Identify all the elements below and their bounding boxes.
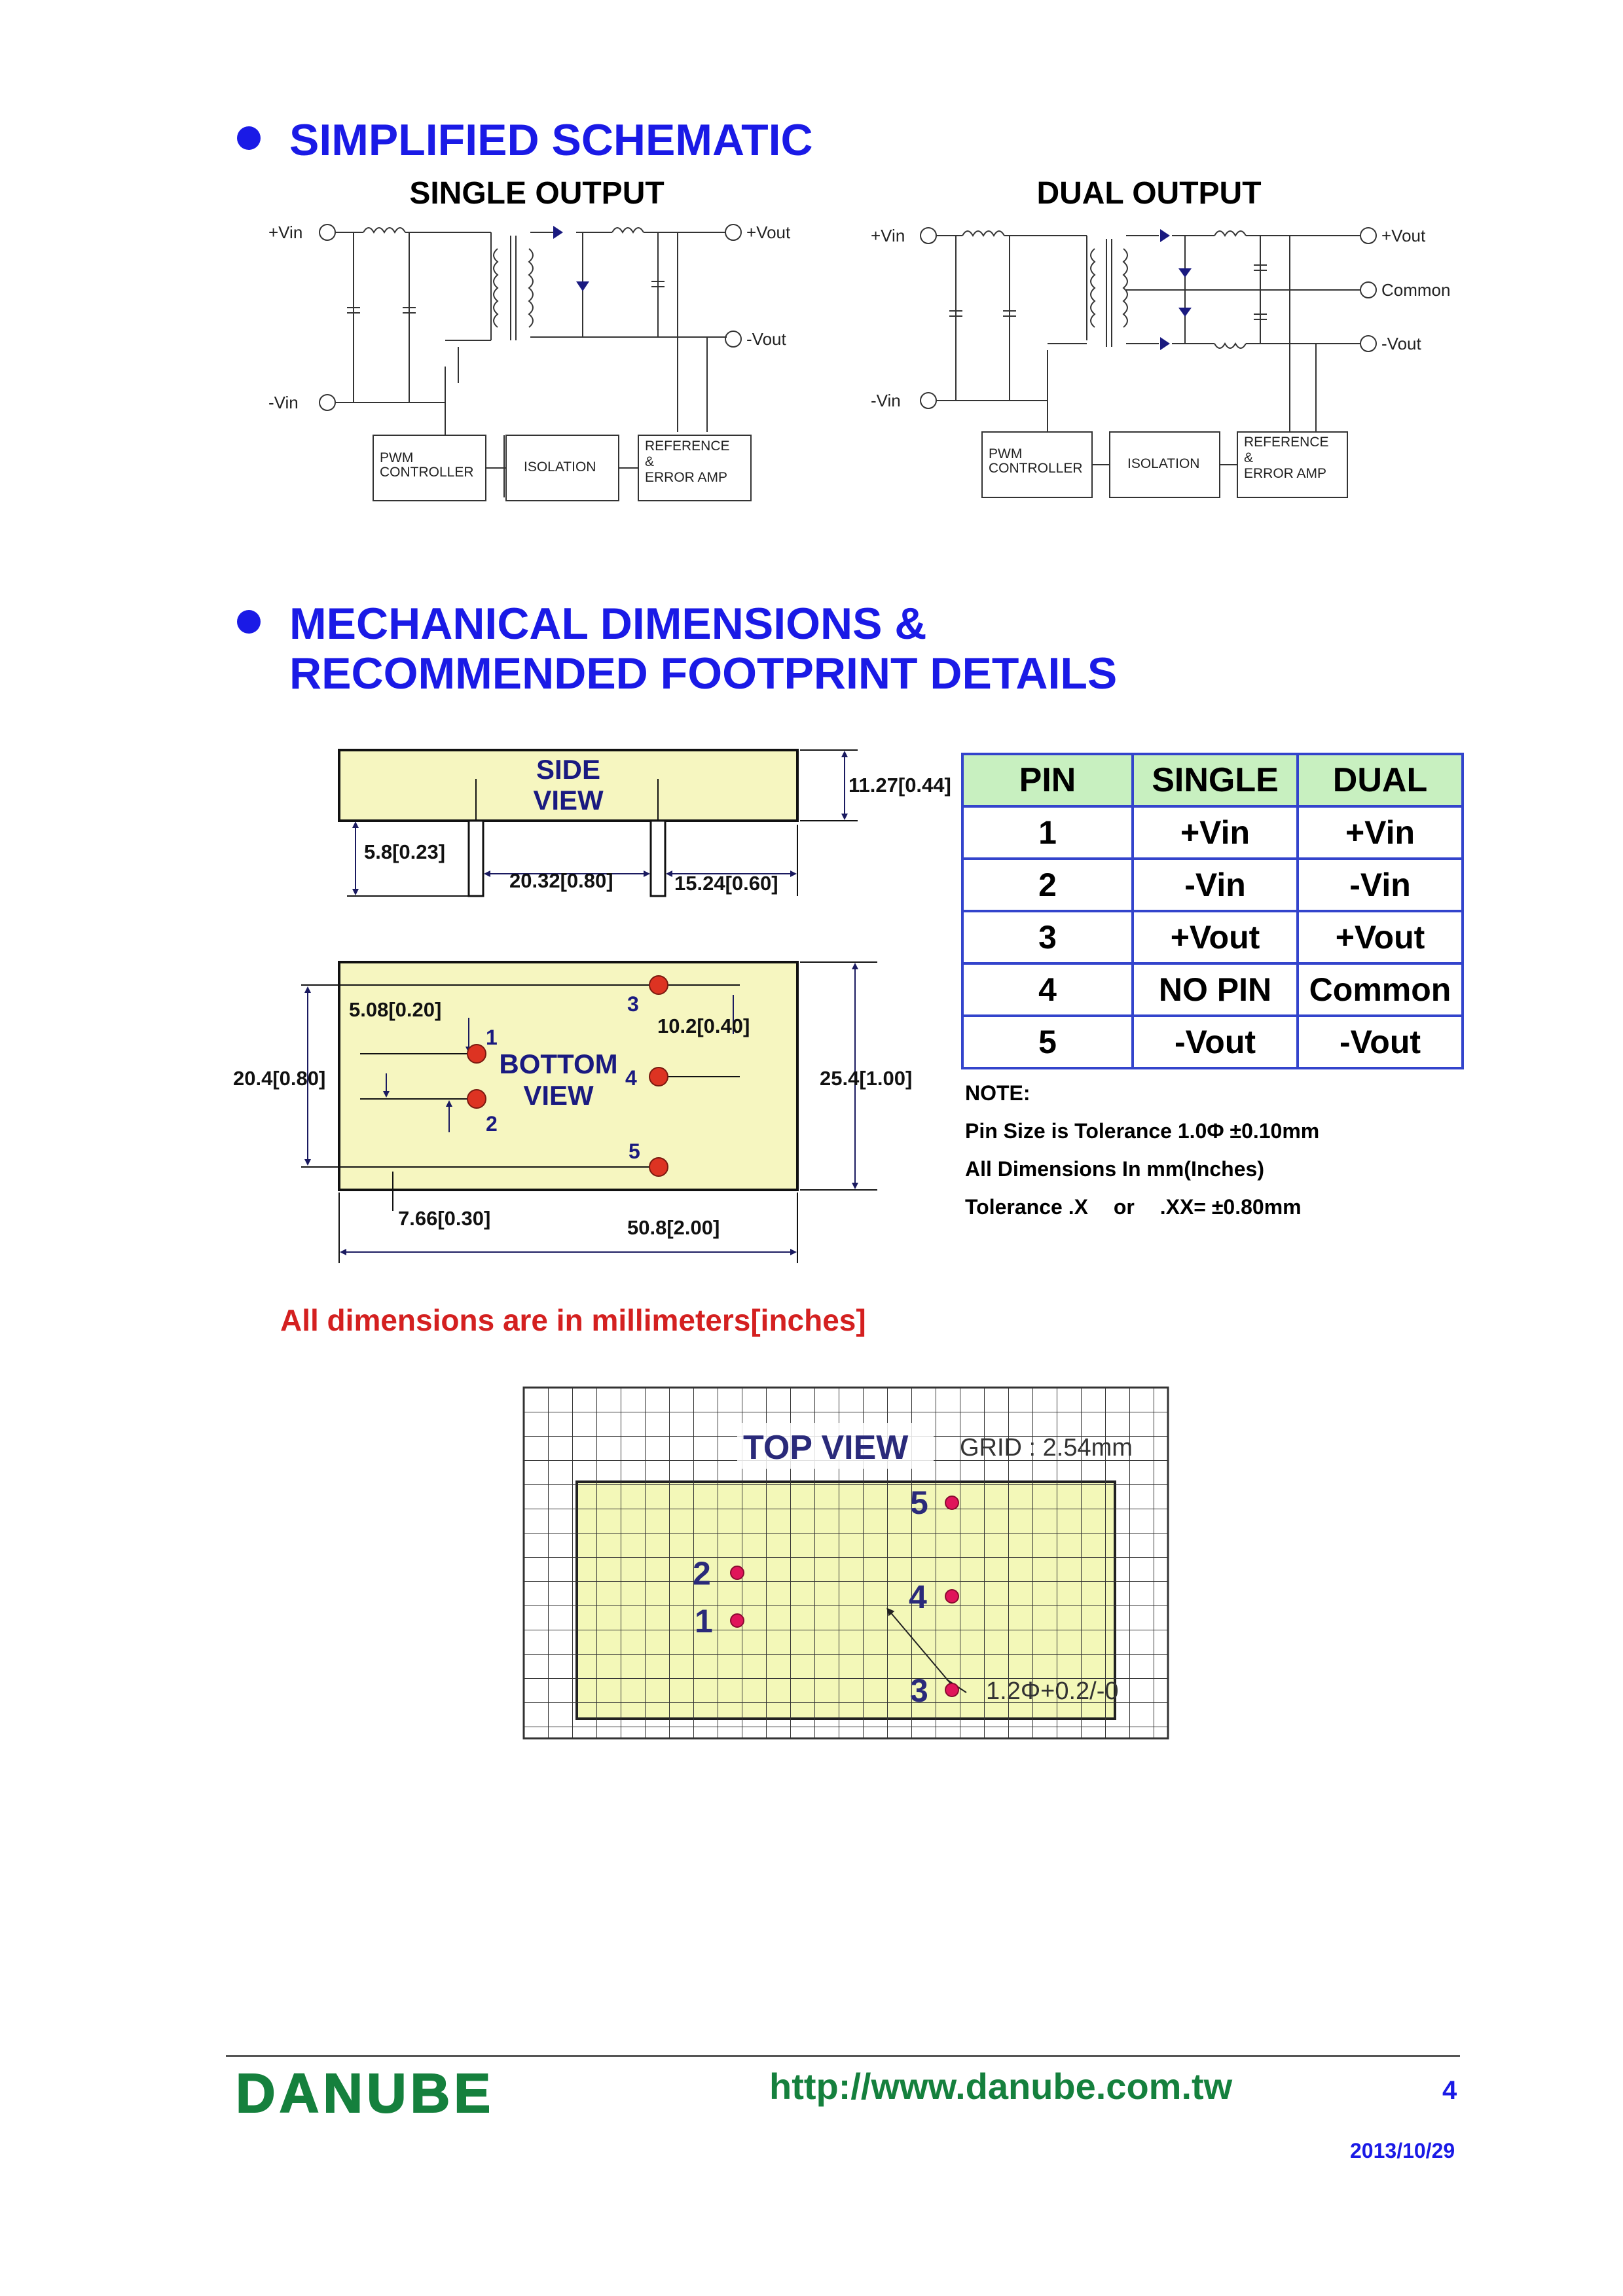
website-link[interactable]: http://www.danube.com.tw — [769, 2066, 1233, 2107]
note-pin-size: Pin Size is Tolerance 1.0Φ ±0.10mm — [965, 1119, 1320, 1143]
pin-table-header — [962, 754, 1463, 806]
pin-cell: 3 — [962, 911, 1133, 963]
pin-row-height-dim: 20.4[0.80] — [233, 1067, 326, 1090]
single-cell: -Vout — [1133, 1016, 1298, 1068]
footprint-label-1: 1 — [695, 1603, 713, 1640]
dual-cell: -Vin — [1298, 859, 1463, 911]
single-amp-symbol: & — [645, 454, 655, 469]
mechanical-drawing — [0, 0, 969, 1283]
single-cell: -Vin — [1133, 859, 1298, 911]
dual-amp-symbol: & — [1244, 450, 1254, 465]
single-controller: CONTROLLER — [380, 465, 474, 480]
bottom-pin-label-5: 5 — [629, 1139, 640, 1163]
pin34-spacing-dim: 10.2[0.40] — [657, 1014, 750, 1037]
footprint-pin-5 — [945, 1496, 958, 1509]
dual-reference: REFERENCE — [1244, 435, 1329, 450]
single-cell: +Vout — [1133, 911, 1298, 963]
dual-vin-neg: -Vin — [871, 391, 901, 410]
single-vout-neg: -Vout — [746, 329, 786, 349]
note-tolerance — [965, 1195, 1302, 1219]
footprint-label-2: 2 — [693, 1555, 711, 1592]
bottom-pin-5 — [649, 1158, 668, 1176]
mechanical-heading-line1: MECHANICAL DIMENSIONS & — [289, 599, 927, 649]
dual-cell: -Vout — [1298, 1016, 1463, 1068]
dual-isolation: ISOLATION — [1127, 456, 1200, 471]
footprint-label-4: 4 — [909, 1579, 927, 1615]
single-vout-pos: +Vout — [746, 223, 791, 242]
dual-vin-pos: +Vin — [871, 226, 905, 245]
footprint-label-5: 5 — [910, 1484, 928, 1521]
side-height-dim: 11.27[0.44] — [848, 774, 951, 797]
bottom-pin-label-2: 2 — [486, 1112, 498, 1136]
header-single: SINGLE — [1133, 754, 1298, 806]
bottom-view-label-2: VIEW — [523, 1080, 594, 1111]
single-vin-pos: +Vin — [268, 223, 303, 242]
dual-cell: +Vin — [1298, 806, 1463, 859]
bottom-pin-label-1: 1 — [486, 1026, 498, 1049]
note-tolerance-or: or — [1113, 1195, 1135, 1219]
bottom-pin-label-4: 4 — [625, 1066, 637, 1090]
dual-vout-neg: -Vout — [1381, 334, 1421, 353]
table-row — [962, 911, 1463, 963]
dual-vout-pos: +Vout — [1381, 226, 1426, 245]
footprint-label-3: 3 — [910, 1672, 928, 1709]
dual-pwm: PWM — [989, 446, 1023, 461]
pin-spacing-dim: 20.32[0.80] — [509, 869, 613, 892]
side-view-label-2: VIEW — [533, 785, 604, 816]
pin-cell: 2 — [962, 859, 1133, 911]
grid-size: GRID : 2.54mm — [960, 1434, 1133, 1462]
units-note: All dimensions are in millimeters[inches] — [280, 1303, 866, 1337]
schematic-heading: SIMPLIFIED SCHEMATIC — [289, 115, 813, 165]
document-date: 2013/10/29 — [1350, 2139, 1455, 2162]
mechanical-heading-line2: RECOMMENDED FOOTPRINT DETAILS — [289, 649, 1118, 698]
footprint-pin-3 — [945, 1683, 958, 1696]
footprint-pin-1 — [731, 1614, 744, 1627]
bottom-pin-3 — [649, 976, 668, 994]
bottom-pin-1 — [467, 1045, 486, 1063]
top-view-footprint — [521, 1385, 1169, 1741]
footprint-pin-4 — [945, 1590, 958, 1603]
header-dual: DUAL — [1298, 754, 1463, 806]
bottom-pin-2 — [467, 1090, 486, 1108]
table-row — [962, 859, 1463, 911]
module-width-dim: 25.4[1.00] — [820, 1067, 913, 1090]
table-row — [962, 1016, 1463, 1068]
single-output-title: SINGLE OUTPUT — [409, 176, 665, 211]
dual-cell: Common — [1298, 963, 1463, 1016]
bottom-pin-label-3: 3 — [627, 992, 639, 1016]
single-isolation: ISOLATION — [524, 459, 596, 475]
top-view-title: TOP VIEW — [743, 1429, 909, 1467]
edge-offset-dim: 15.24[0.60] — [674, 872, 778, 895]
note-units: All Dimensions In mm(Inches) — [965, 1157, 1264, 1181]
edge-x-dim: 7.66[0.30] — [398, 1207, 491, 1230]
single-cell: NO PIN — [1133, 963, 1298, 1016]
module-length-dim: 50.8[2.00] — [627, 1216, 720, 1239]
note-title: NOTE: — [965, 1081, 1030, 1105]
bottom-view-label-1: BOTTOM — [499, 1049, 618, 1079]
single-vin-neg: -Vin — [268, 393, 299, 412]
table-row — [962, 963, 1463, 1016]
pin-cell: 1 — [962, 806, 1133, 859]
dual-common: Common — [1381, 280, 1451, 300]
footer-divider — [226, 2055, 1460, 2057]
pin12-spacing-dim: 5.08[0.20] — [349, 998, 442, 1021]
dual-output-title: DUAL OUTPUT — [1036, 176, 1262, 211]
dual-controller: CONTROLLER — [989, 461, 1083, 476]
pin-table — [961, 753, 1464, 1069]
side-view-pin — [651, 821, 665, 896]
pin-length-dim: 5.8[0.23] — [364, 840, 446, 863]
single-pwm: PWM — [380, 450, 414, 465]
single-error-amp: ERROR AMP — [645, 470, 728, 485]
brand-logo: DANUBE — [236, 2062, 495, 2124]
header-pin: PIN — [962, 754, 1133, 806]
pin-cell: 4 — [962, 963, 1133, 1016]
hole-size: 1.2Φ+0.2/-0 — [986, 1677, 1119, 1705]
footprint-pin-2 — [731, 1566, 744, 1579]
side-view-label-1: SIDE — [536, 754, 601, 785]
note-tolerance-xx: .XX= ±0.80mm — [1159, 1195, 1302, 1219]
side-view-pin — [469, 821, 483, 896]
bottom-pin-4 — [649, 1067, 668, 1086]
page-number: 4 — [1442, 2076, 1457, 2105]
dual-cell: +Vout — [1298, 911, 1463, 963]
pin-cell: 5 — [962, 1016, 1133, 1068]
single-cell: +Vin — [1133, 806, 1298, 859]
table-row — [962, 806, 1463, 859]
single-reference: REFERENCE — [645, 439, 730, 454]
dual-error-amp: ERROR AMP — [1244, 466, 1327, 481]
note-tolerance-x: Tolerance .X — [965, 1195, 1088, 1219]
